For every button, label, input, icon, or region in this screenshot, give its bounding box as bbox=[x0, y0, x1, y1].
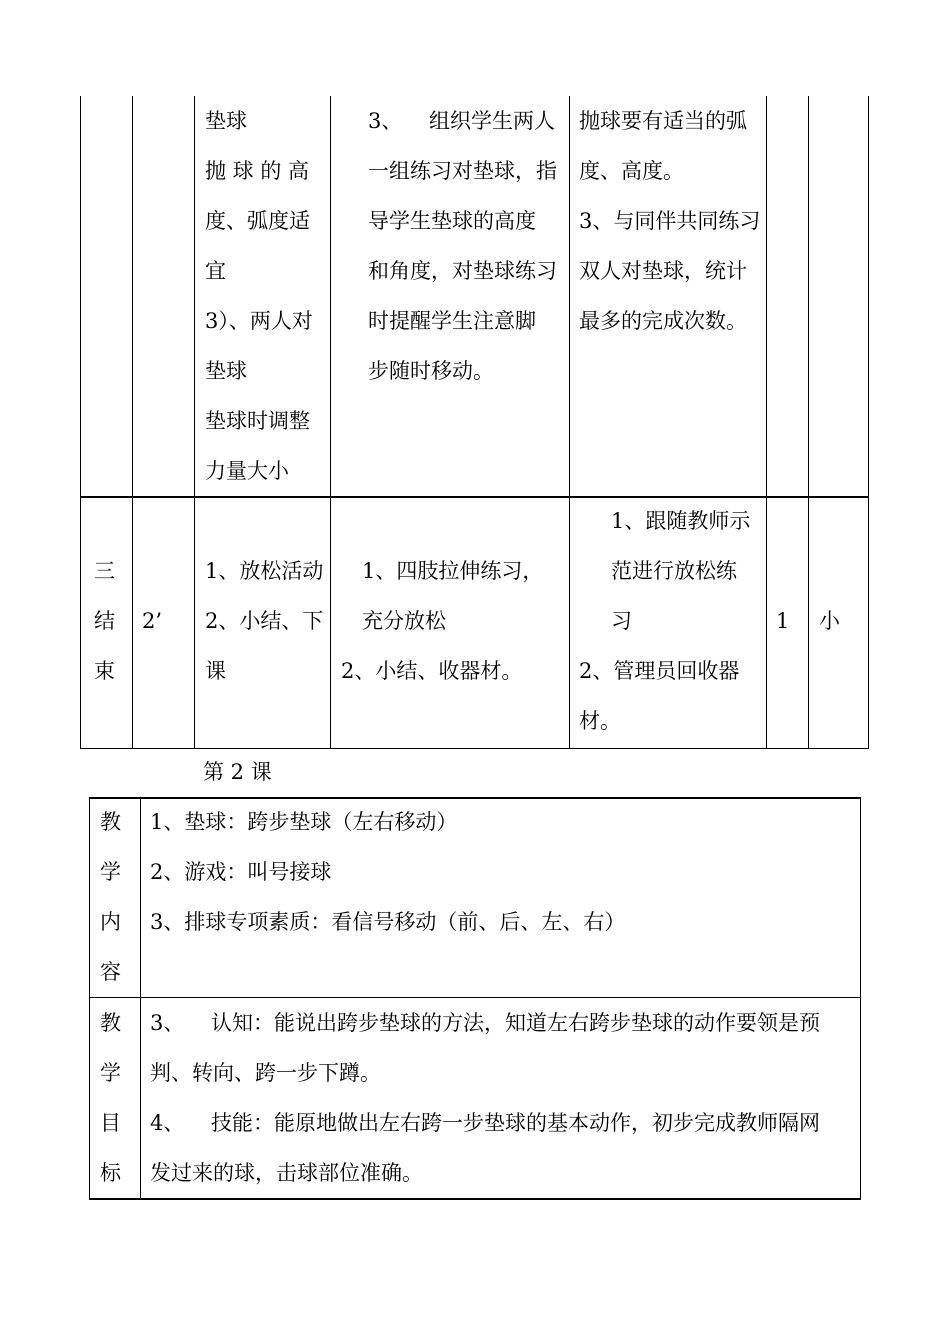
teacher-line: 充分放松 bbox=[362, 609, 446, 633]
table-hline bbox=[89, 797, 861, 799]
table-vline bbox=[330, 96, 331, 749]
content-item: 2、游戏：叫号接球 bbox=[150, 860, 332, 884]
table-vline bbox=[89, 797, 90, 1200]
goal-line: 判、转向、跨一步下蹲。 bbox=[150, 1061, 381, 1085]
table-vline bbox=[140, 797, 141, 1200]
content-line: 抛 球 的 高 bbox=[205, 159, 310, 183]
content-line: 度、弧度适 bbox=[205, 209, 310, 233]
table-hline bbox=[89, 1198, 861, 1200]
table-vline bbox=[194, 96, 195, 749]
label-char: 学 bbox=[100, 1061, 121, 1085]
student-line: 范进行放松练 bbox=[611, 559, 737, 583]
label-char: 容 bbox=[100, 960, 121, 984]
label-char: 内 bbox=[100, 910, 121, 934]
table-hline bbox=[89, 997, 861, 998]
lesson-title: 第 2 课 bbox=[203, 760, 272, 784]
content-item: 3、排球专项素质：看信号移动（前、后、左、右） bbox=[150, 910, 626, 934]
teacher-line: 导学生垫球的高度 bbox=[368, 209, 536, 233]
content-line: 力量大小 bbox=[205, 459, 289, 483]
content-item: 1、垫球：跨步垫球（左右移动） bbox=[150, 810, 458, 834]
part-label-char: 束 bbox=[94, 659, 115, 683]
content-line: 宜 bbox=[205, 259, 226, 283]
table-vline bbox=[868, 96, 869, 749]
student-line: 3、与同伴共同练习 bbox=[579, 209, 761, 233]
teacher-line: 1、四肢拉伸练习， bbox=[362, 559, 544, 583]
table-vline bbox=[80, 96, 81, 749]
content-line: 垫球 bbox=[205, 109, 247, 133]
label-char: 学 bbox=[100, 860, 121, 884]
content-line: 垫球 bbox=[205, 359, 247, 383]
goal-line: 4、 技能：能原地做出左右跨一步垫球的基本动作，初步完成教师隔网 bbox=[150, 1111, 821, 1135]
label-char: 标 bbox=[100, 1161, 121, 1185]
count-cell: 1 bbox=[776, 609, 790, 633]
student-line: 最多的完成次数。 bbox=[579, 309, 747, 333]
table-vline bbox=[569, 96, 570, 749]
goal-line: 3、 认知：能说出跨步垫球的方法，知道左右跨步垫球的动作要领是预 bbox=[150, 1011, 821, 1035]
student-line: 度、高度。 bbox=[579, 159, 684, 183]
table-hline bbox=[80, 496, 869, 498]
part-label-char: 三 bbox=[94, 559, 115, 583]
teacher-line: 3、 组织学生两人 bbox=[368, 109, 556, 133]
teacher-line: 时提醒学生注意脚 bbox=[368, 309, 536, 333]
part-label-char: 结 bbox=[94, 609, 115, 633]
student-line: 1、跟随教师示 bbox=[611, 509, 751, 533]
student-line: 抛球要有适当的弧 bbox=[579, 109, 747, 133]
student-line: 材。 bbox=[579, 709, 621, 733]
teacher-line: 一组练习对垫球，指 bbox=[368, 159, 557, 183]
teacher-line: 和角度，对垫球练习 bbox=[368, 259, 557, 283]
time-cell: 2’ bbox=[142, 609, 163, 633]
content-line: 课 bbox=[205, 659, 226, 683]
student-line: 习 bbox=[611, 609, 632, 633]
table-hline bbox=[80, 748, 869, 749]
content-line: 垫球时调整 bbox=[205, 409, 310, 433]
goal-line: 发过来的球，击球部位准确。 bbox=[150, 1161, 423, 1185]
content-line: 3）、两人对 bbox=[205, 309, 313, 333]
content-line: 1、放松活动 bbox=[205, 559, 324, 583]
teacher-line: 步随时移动。 bbox=[368, 359, 494, 383]
table-vline bbox=[860, 797, 861, 1200]
table-vline bbox=[766, 96, 767, 749]
label-char: 教 bbox=[100, 1011, 121, 1035]
student-line: 2、管理员回收器 bbox=[579, 659, 740, 683]
table-vline bbox=[132, 96, 133, 749]
label-char: 目 bbox=[100, 1111, 121, 1135]
intensity-cell: 小 bbox=[819, 609, 840, 633]
student-line: 双人对垫球，统计 bbox=[579, 259, 747, 283]
teacher-line: 2、小结、收器材。 bbox=[341, 659, 523, 683]
table-vline bbox=[808, 96, 809, 749]
label-char: 教 bbox=[100, 810, 121, 834]
content-line: 2、小结、下 bbox=[205, 609, 324, 633]
